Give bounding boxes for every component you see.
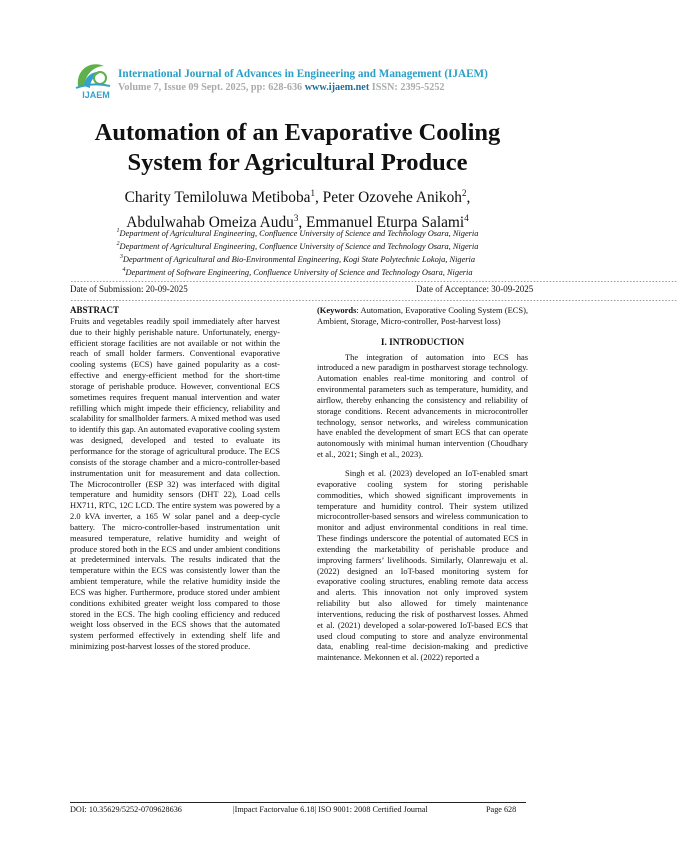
date-of-submission: Date of Submission: 20-09-2025 — [70, 284, 188, 294]
author-name: Emmanuel Eturpa Salami — [306, 214, 465, 232]
footer-impact: |Impact Factorvalue 6.18| ISO 9001: 2008 Certified Journal — [233, 805, 428, 814]
issue-info: Volume 7, Issue 09 Sept. 2025, pp: 628-636 — [118, 82, 303, 93]
affiliation: $^1$Department of Agricultural Engineering, Confluence University of Science and Technology Osara, Nigeria — [116, 228, 479, 238]
journal-meta — [118, 82, 445, 93]
abstract-text: Fruits and vegetables readily spoil immediately after harvest due to their highly perishable nature. Unfortunately, energy-efficient storage facilities are not available or not within the reach of small holder farmers. Conventional evaporative cooling systems (ECS) have gained popularity as a cost-effective and energy-efficient method for the short-time storage of perishable produce. However, conventional ECS sometimes requires frequent manual intervention and water refilling which might impede their efficiency, reliability and scalability for smallholder farmers. A mixed method was used to identify this gap. An automated evaporative cooling system was designed, developed and tested to evaluate its performance for the storage of agricultural produce. The ECS consists of the storage chamber and a micro-controller-based instrumentation unit for measurement and data collection. The Microcontroller (ESP 32) was interfaced with digital temperature and humidity sensors (DHT 22), Load cells HX711, RTC, 12C LCD. The entire system was powered by a 2.0 kVA inverter, a 165 W solar panel and a deep-cycle battery. The micro-controller-based instrumentation unit measured temperature, relative humidity and weight of produce stored both in the ECS and under ambient conditions at predetermined intervals. The results indicated that the temperature within the ECS was consistently lower than the ambient temperature, while the relative humidity inside the ECS was higher. Furthermore, produce stored under ambient conditions exhibited greater weight loss compared to those stored in the ECS. The high cooling efficiency and reduced weight loss observed in the ECS shows that the automated system performed effectively in extending shelf life and minimizing post-harvest losses of the stored produce. — [70, 315, 280, 652]
journal-title: International Journal of Advances in Engineering and Management (IJAEM) — [118, 68, 488, 80]
affiliation: $^2$Department of Agricultural Engineering, Confluence University of Science and Technology Osara, Nigeria — [116, 241, 479, 251]
intro-paragraph: The integration of automation into ECS has introduced a new paradigm in postharvest storage technology. Automation enables real-time monitoring and control of environmental parameters such as temperature, humidity, and airflow, thereby enhancing the consistency and reliability of storage conditions. Recent advancements in microcontroller technology, sensor networks, and wireless communication have enabled the development of smart ECS that can operate autonomously with minimal human intervention (Choudhary et al., 2021; Singh et al., 2023). — [317, 351, 528, 460]
footer-doi: DOI: 10.35629/5252-0709628636 — [70, 805, 182, 814]
author-name: Abdulwahab Omeiza Audu — [126, 214, 294, 232]
footer-page-number: Page 628 — [486, 805, 517, 814]
logo-wordmark: IJAEM — [82, 90, 110, 100]
journal-website-link[interactable]: www.ijaem.net — [304, 82, 370, 93]
footer-rule — [70, 802, 526, 803]
keywords-label: (Keywords — [317, 305, 357, 315]
dashed-divider: --------------------------------------------------------------------------------------------------------------------------------------------------------------------------------------------- — [70, 278, 677, 285]
author-affil-mark: 3 — [293, 213, 299, 224]
affiliation-list — [40, 226, 555, 278]
author-affil-mark: 4 — [464, 213, 469, 224]
intro-paragraph: Singh et al. (2023) developed an IoT-enabled smart evaporative cooling system for storing perishable commodities, which showed significant improvements in temperature and humidity control. Their system utilized microcontroller-based sensors and wireless communication to monitor and adjust environmental conditions in real time. These findings underscore the potential of automated ECS in extending the marketability of perishable produce and improving farmers’ livelihoods. Similarly, Olanrewaju et al. (2022) designed an IoT-based monitoring system for evaporative cooling structures, enabling remote data access and alerts. This innovation not only improved system reliability but also allowed for timely maintenance interventions, reducing the risk of postharvest losses. Ahmed et al. (2021) developed a solar-powered IoT-based ECS that used cloud computing to store and analyze environmental data, enabling real-time decision-making and predictive maintenance. Mekonnen et al. (2022) reported a — [317, 467, 528, 663]
article-title-line-2: System for Agricultural Produce — [127, 149, 468, 176]
right-column — [317, 305, 528, 663]
abstract-column — [70, 305, 280, 652]
abstract-heading: ABSTRACT — [70, 305, 120, 315]
date-of-acceptance: Date of Acceptance: 30-09-2025 — [416, 284, 534, 294]
author-affil-mark: 2 — [462, 188, 467, 198]
keywords — [317, 305, 528, 327]
author-name: Peter Ozovehe Anikoh — [322, 189, 463, 207]
affiliation: $^3$Department of Agricultural and Bio-Environmental Engineering, Kogi State Polytechnic Lokoja, Nigeria — [119, 254, 476, 264]
author-list: Charity Temiloluwa Metiboba$^1$, Peter Ozovehe Anikoh$^2$, Abdulwahab Omeiza Audu$^3$, Emmanuel Eturpa Salami$^4$ — [124, 188, 471, 232]
keywords-text: : Automation, Evaporative Cooling System (ECS), Ambient, Storage, Micro-controller, Post-harvest loss) — [317, 305, 528, 326]
article-title-line-1: Automation of an Evaporative Cooling — [94, 119, 501, 146]
affiliation: $^4$Department of Software Engineering, Confluence University of Science and Technology Osara, Nigeria — [122, 267, 473, 278]
author-affil-mark: 1 — [310, 188, 315, 198]
article-title — [40, 118, 555, 178]
author-name: Charity Temiloluwa Metiboba — [124, 189, 311, 207]
issn: ISSN: 2395-5252 — [371, 82, 445, 93]
dashed-divider: --------------------------------------------------------------------------------------------------------------------------------------------------------------------------------------------- — [70, 297, 677, 304]
introduction-heading: I. INTRODUCTION — [380, 337, 465, 348]
